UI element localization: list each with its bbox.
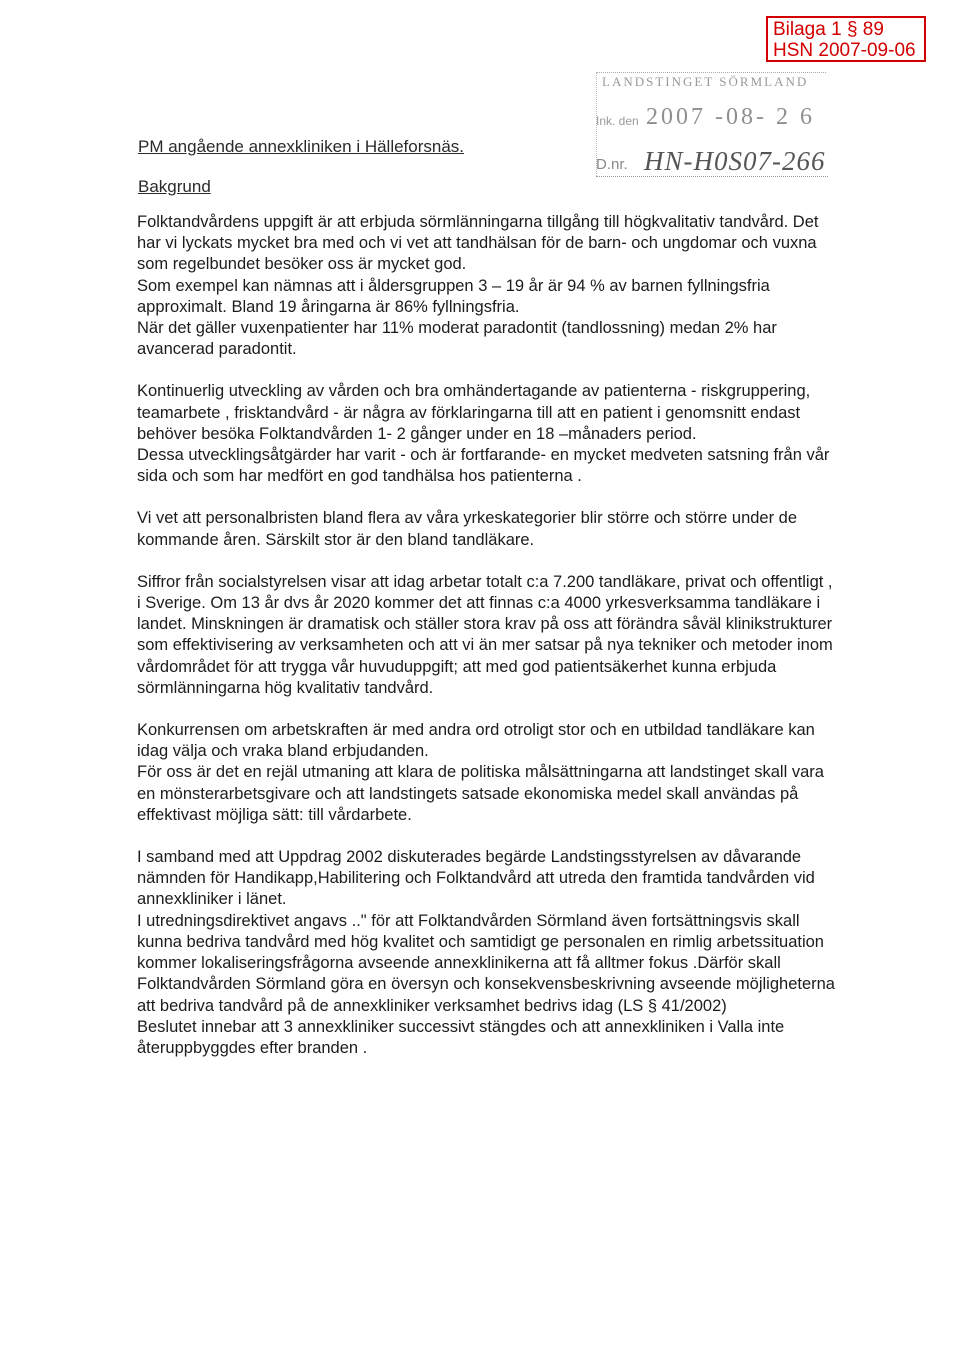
stamp-dnr: HN-H0S07-266 bbox=[644, 146, 826, 176]
stamp-dnr-label: D.nr. bbox=[596, 156, 628, 173]
paragraph: Konkurrensen om arbetskraften är med andra ord otroligt stor och en utbildad tandläkare kan idag välja och vraka bland erbjudanden. bbox=[137, 721, 815, 761]
paragraph: Kontinuerlig utveckling av vården och bra omhändertagande av patienterna - riskgruppering, teamarbete , frisktandvård - är några av förklaringarna till att en patient i genomsnitt endast behöver besöka Folktandvården 1- 2 gånger under en 18 –månaders period. bbox=[137, 382, 811, 443]
stamp-inkdate: 2007 -08- 2 6 bbox=[646, 104, 815, 130]
bilaga-line2: HSN 2007-09-06 bbox=[773, 40, 916, 61]
stamp-border-top bbox=[596, 72, 826, 73]
paragraph: Som exempel kan nämnas att i åldersgruppen 3 – 19 år är 94 % av barnen fyllningsfria approximalt. Bland 19 åringarna är 86% fyllningsfria. bbox=[137, 276, 770, 316]
paragraph: Dessa utvecklingsåtgärder har varit - och är fortfarande- en mycket medveten satsning från vår sida och som har medfört en god tandhälsa hos patienterna . bbox=[137, 446, 830, 486]
paragraph: Beslutet innebar att 3 annexkliniker successivt stängdes och att annexkliniken i Valla inte återuppbyggdes efter branden . bbox=[137, 1017, 785, 1057]
received-stamp bbox=[596, 64, 830, 182]
paragraph: Folktandvårdens uppgift är att erbjuda sörmlänningarna tillgång till högkvalitativ tandvård. Det har vi lyckats mycket bra med och vi vet att tandhälsan för de barn- och ungdomar och vuxna som regelbundet besöker oss är mycket god. bbox=[137, 213, 819, 274]
paragraph: I utredningsdirektivet angavs .." för att Folktandvården Sörmland även fortsättningsvis skall kunna bedriva tandvård med hög kvalitet och samtidigt ge personalen en rimlig arbetssituation kommer lokaliseringsfrågorna avseende annexklinikerna att få alltmer fokus .Därför skall Folktandvården Sörmland göra en översyn och konsekvensbeskrivning avseende möjligheterna att bedriva tandvård på de annexkliniker verksamhet bedrivs idag (LS § 41/2002) bbox=[137, 911, 835, 1015]
bilaga-line1: Bilaga 1 § 89 bbox=[773, 19, 884, 40]
section-heading: Bakgrund bbox=[138, 177, 211, 196]
bilaga-box bbox=[766, 16, 926, 62]
paragraph: Vi vet att personalbristen bland flera av våra yrkeskategorier blir större och större under de kommande åren. Särskilt stor är den bland tandläkare. bbox=[137, 509, 798, 549]
paragraph: I samband med att Uppdrag 2002 diskuterades begärde Landstingsstyrelsen av dåvarande nämnden för Handikapp,Habilitering och Folktandvård att utreda den framtida tandvården vid annexkliniker i länet. bbox=[137, 848, 815, 909]
stamp-inkdate-label: Ink. den bbox=[596, 114, 639, 128]
document-body bbox=[137, 212, 837, 1059]
paragraph: När det gäller vuxenpatienter har 11% moderat paradontit (tandlossning) medan 2% har avancerad paradontit. bbox=[137, 319, 777, 359]
document-title: PM angående annexkliniken i Hälleforsnäs. bbox=[138, 137, 465, 156]
paragraph: För oss är det en rejäl utmaning att klara de politiska målsättningarna att landstinget skall vara en mönsterarbetsgivare och att landstingets satsade ekonomiska medel skall användas på effektivast möjliga sätt: till vårdarbete. bbox=[137, 763, 824, 824]
stamp-org: LANDSTINGET SÖRMLAND bbox=[602, 74, 809, 89]
paragraph: Siffror från socialstyrelsen visar att idag arbetar totalt c:a 7.200 tandläkare, privat och offentligt , i Sverige. Om 13 år dvs år 2020 kommer det att finnas c:a 4000 yrkesverksamma tandläkare i landet. Minskningen är dramatisk och ställer stora krav på oss att förändra såväl klinikstrukturer som effektivisering av verksamheten och att vi än mer satsar på nya tekniker och metoder inom vårdområdet för att trygga vår huvuduppgift; att med god patientsäkerhet kunna erbjuda sörmlänningarna hög kvalitativ tandvård. bbox=[137, 572, 833, 697]
